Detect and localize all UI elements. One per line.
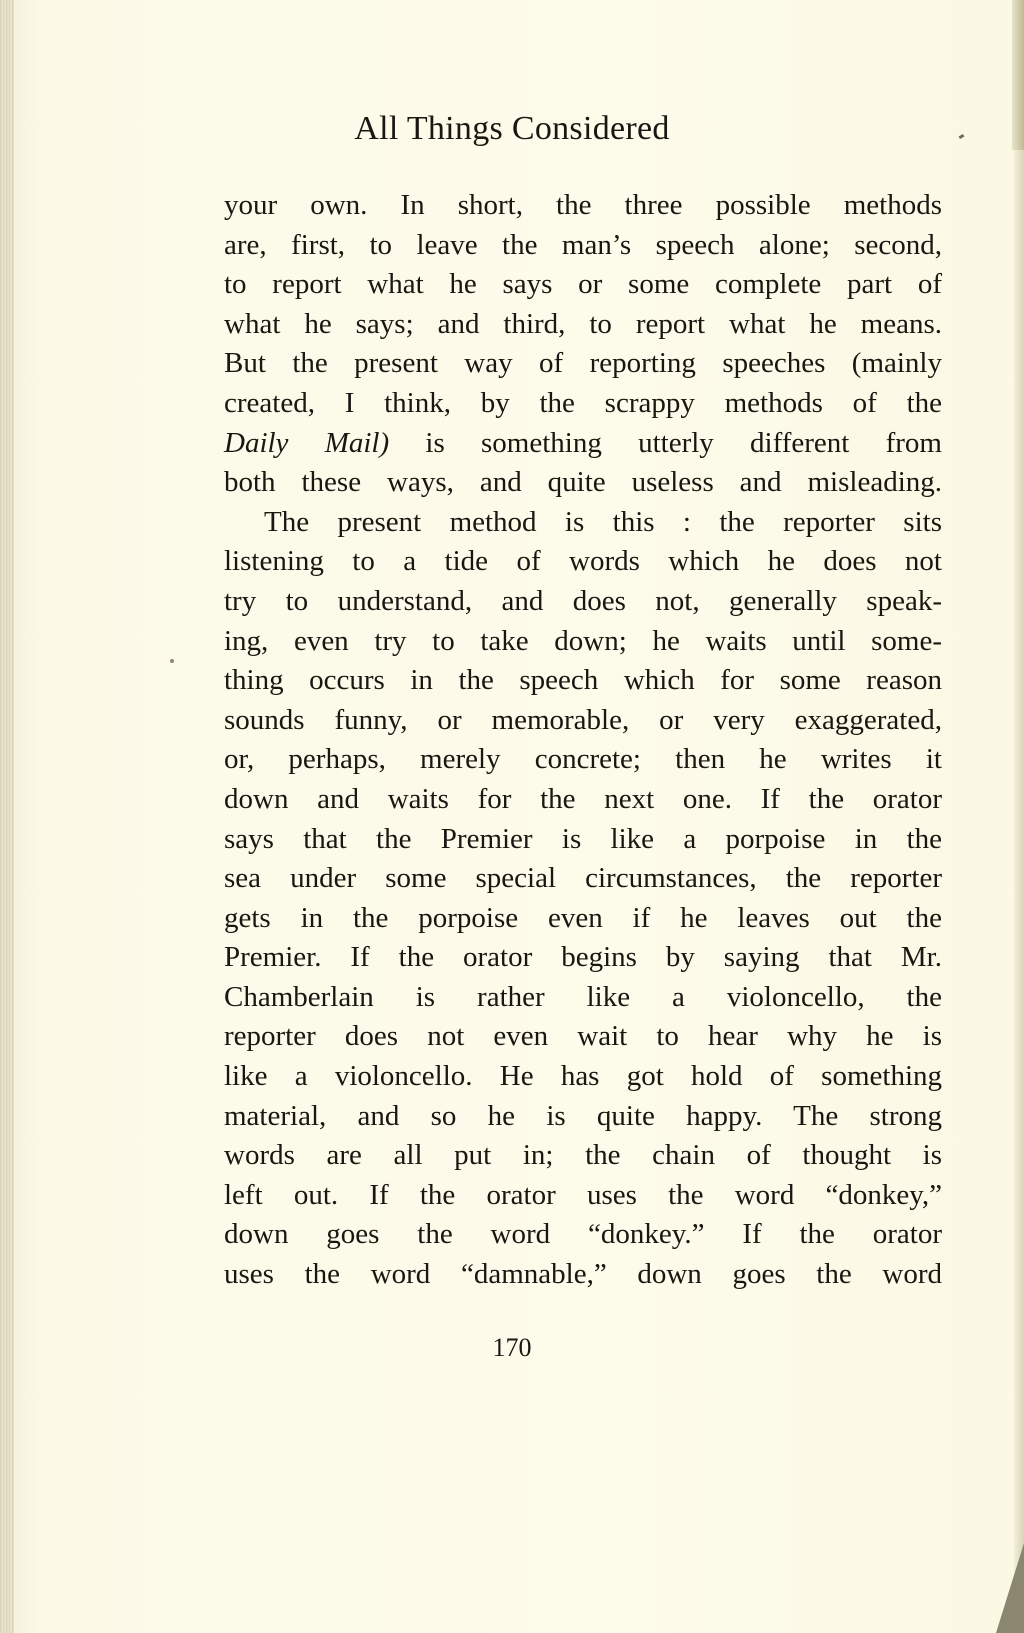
text-line: Premier. If the orator begins by saying that Mr. [224, 941, 942, 974]
text-line: Chamberlain is rather like a violoncello, the [224, 980, 942, 1013]
text-line: try to understand, and does not, generally speak- [224, 584, 942, 617]
text-line: both these ways, and quite useless and misleading. [224, 466, 942, 499]
text-line: thing occurs in the speech which for some reason [224, 664, 942, 697]
text-line: what he says; and third, to report what he means. [224, 307, 942, 340]
text-line: words are all put in; the chain of thought is [224, 1139, 942, 1172]
body-text [224, 186, 942, 1295]
text-line: says that the Premier is like a porpoise in the [224, 822, 942, 855]
text-line: down goes the word “donkey.” If the orator [224, 1218, 942, 1251]
text-line-rest: is something utterly different from [425, 426, 942, 459]
text-line: But the present way of reporting speeches (mainly [224, 347, 942, 380]
text-line: created, I think, by the scrappy methods of the [224, 386, 942, 419]
text-line: like a violoncello. He has got hold of something [224, 1060, 942, 1093]
text-line: gets in the porpoise even if he leaves out the [224, 901, 942, 934]
newspaper-title: Daily Mail) [224, 426, 390, 459]
text-line: reporter does not even wait to hear why he is [224, 1020, 942, 1053]
running-header: All Things Considered [354, 110, 670, 147]
page-corner [996, 1543, 1024, 1633]
text-line: material, and so he is quite happy. The strong [224, 1099, 942, 1132]
paper-speck [170, 659, 174, 663]
text-line: or, perhaps, merely concrete; then he writes it [224, 743, 942, 776]
text-line: sea under some special circumstances, the reporter [224, 862, 942, 895]
page-number: 170 [492, 1333, 532, 1362]
text-line-with-italic [224, 424, 942, 464]
paragraph-first-line: The present method is this : the reporter sits [264, 505, 942, 538]
text-line: your own. In short, the three possible methods [224, 189, 942, 221]
text-line: down and waits for the next one. If the orator [224, 782, 942, 815]
text-line: ing, even try to take down; he waits until some- [224, 624, 942, 657]
text-line: are, first, to leave the man’s speech alone; second, [224, 228, 942, 261]
page-stack-edge [0, 0, 14, 1633]
text-line: left out. If the orator uses the word “donkey,” [224, 1178, 942, 1211]
page-right-edge [1014, 0, 1024, 1633]
text-line: to report what he says or some complete part of [224, 268, 942, 301]
text-line: uses the word “damnable,” down goes the word [224, 1258, 942, 1291]
text-line: listening to a tide of words which he does not [224, 545, 942, 578]
text-line: sounds funny, or memorable, or very exaggerated, [224, 703, 942, 736]
